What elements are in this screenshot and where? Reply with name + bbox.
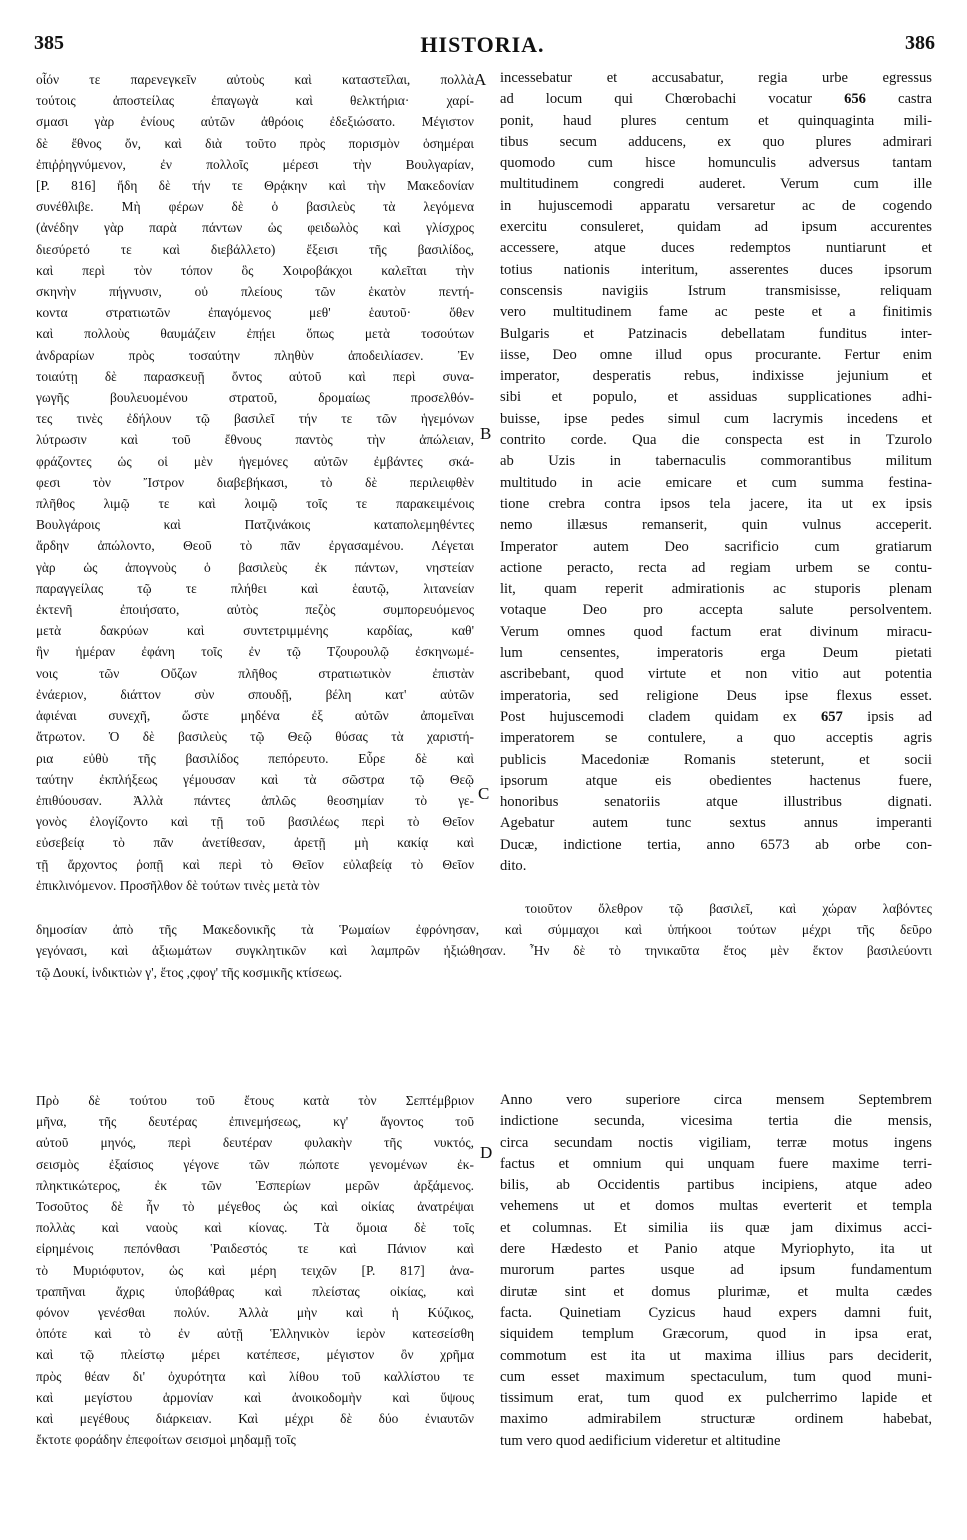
text-line: σκηνὴν πήγνυσιν, οὐ πλείους τῶν ἑκατὸν πεντή- [36, 284, 474, 300]
text-line: ascribebant, quod virtute et non vitio aut potentia [500, 666, 932, 683]
text-line: γεγόνασι, καὶ ἀξιωμάτων συγκλητικῶν καὶ λαμπρῶν ἠξιώθησαν. Ἦν δὲ τὸ τηνικαῦτα ἔτος μὲν ἕκτον βασιλεύοντι [36, 943, 932, 959]
text-line: ἐπικλινόμενον. Προσῆλθον δὲ τούτων τινὲς μετὰ τὸν [36, 877, 320, 893]
text-line: μῆνα, τῆς δευτέρας ἐπινεμήσεως, κγ' ἄγοντος τοῦ [36, 1114, 474, 1130]
text-line: ὁπότε καὶ τὸ ἐν αὐτῇ Ἑλληνικὸν ἱερὸν κατεσείσθη [36, 1326, 474, 1342]
section-marker-c: C [478, 784, 490, 803]
text-line: imperatorem se contulere, a quo acceptis agris [500, 730, 932, 747]
text-line: imperator, desperatis rebus, indixisse jejunium et [500, 368, 932, 385]
text-line: νοις τῶν Οὔζων πλῆθος στρατιωτικὸν ἐπιστὰν [36, 665, 474, 681]
text-line: διεσύρετό τε καὶ διεβάλλετο) ἔξεισι τῆς βασιλίδος, [36, 241, 474, 257]
text-line: τοιοῦτον ὄλεθρον τῷ βασιλεῖ, καὶ χώραν λαβόντες [525, 901, 932, 916]
text-line: tibus secum adducens, ex quo plures admirari [500, 133, 932, 150]
text-line: murorum partes usque ad ipsum fundamentum [500, 1262, 932, 1279]
page-header [30, 6, 935, 57]
greek-column-top [36, 69, 474, 896]
text-line: et columnas. Et similia iis quæ jam diximus acci- [500, 1219, 932, 1236]
text-line: μετὰ δακρύων καὶ συντετριμμένης καρδίας, καθ' [36, 623, 474, 639]
text-line: συνέθλιβε. Μὴ φέρων δὲ ὁ βασιλεὺς τὰ λεγόμενα [36, 199, 474, 215]
text-line: bilis, ab Occidentis partibus incipiens, atque adeo [500, 1177, 932, 1194]
text-line: Πρὸ δὲ τούτου τοῦ ἔτους κατὰ τὸν Σεπτέμβριον [36, 1093, 474, 1108]
text-line: σεισμὸς ἐξαίσιος γέγονε τῶν πώποτε γενομένων ἐκ- [36, 1156, 474, 1172]
text-line: multitudinem congredi auderet. Verum cum ille [500, 176, 932, 193]
text-line: Post hujuscemodi cladem quidam ex 657 ipsis ad [500, 708, 932, 725]
text-line: Bulgaris et Patzinacis debellatam funditus inter- [500, 325, 932, 342]
text-line: ἄτρωτον. Ὁ δὲ βασιλεὺς τῷ Θεῷ θύσας τὰ χαριστή- [36, 729, 474, 745]
text-line: ad locum qui Chœrobachi vocatur 656 castra [500, 91, 932, 108]
text-line: καὶ περὶ τὸν τόπον ὃς Χοιροβάκχοι καλεῖται τὴν [36, 262, 474, 278]
text-line: ab Uzis in tabernaculis commorantibus militum [500, 453, 932, 470]
text-line: exercitu consuleret, quidam ad ipsum accurentes [500, 219, 932, 236]
text-line: ἀφιέναι συνεχῆ, ὥστε μηδένα ἐξ αὐτῶν ἀπομεῖναι [36, 708, 474, 724]
text-line: incessebatur et accusabatur, regia urbe egressus [500, 70, 932, 86]
text-line: τούτοις ἀποστείλας ἐπαγωγὰ καὶ θελκτήρια· χαρί- [36, 93, 474, 109]
text-line: indictione secunda, vicesima tertia die mensis, [500, 1113, 932, 1130]
text-line: votaque Deo pro accepta salute persolventem. [500, 602, 932, 619]
text-line: commotum est ita ut maxima illius pars deciderit, [500, 1347, 932, 1364]
text-line: ἐκτενῆ ἐποιήσατο, αὐτὸς πεζὸς συμπορευόμενος [36, 602, 474, 618]
text-line: vero multitudinem fame ac peste et a finitimis [500, 304, 932, 321]
text-line: γωγῆς βουλευομένου στρατοῦ, δρομαίως προσελθόν- [36, 390, 474, 406]
text-line: nemo illæsus remanserit, quin vulnus acceperit. [500, 517, 932, 534]
text-line: circa secundam noctis vigiliam, terræ motus ingens [500, 1134, 932, 1151]
text-line: factus et omnium qui unquam fuere maxime terri- [500, 1155, 932, 1172]
text-line: Anno vero superiore circa mensem Septembrem [500, 1092, 932, 1108]
text-line: tum vero quod aedificium videretur et altitudine [500, 1432, 781, 1449]
text-line: iisse, Deo omne illud opus procurante. Fertur enim [500, 346, 932, 363]
text-line: ρια εὐθὺ τῆς βασιλίδος πεπόρευτο. Εὗρε δὲ καὶ [36, 750, 474, 766]
text-line: contrito corde. Qua die conspecta est in Tzurolo [500, 432, 932, 449]
text-line: τοιαύτῃ δὲ παρασκευῇ ὄντος αὐτοῦ καὶ περὶ συνα- [36, 368, 474, 384]
latin-column-top [500, 68, 932, 877]
text-line: publicis Macedoniæ Romanis steterunt, et socii [500, 751, 932, 768]
running-title: HISTORIA. [420, 32, 545, 57]
text-line: tissimum erat, tum quod ex pulcherrimo lapide et [500, 1390, 932, 1407]
text-line: vehemens ut et domos multas everterit et templa [500, 1198, 932, 1215]
section-marker-b: B [480, 424, 492, 443]
text-line: buisse, ipse pedes simul cum lacrymis incedens et [500, 410, 932, 427]
text-line: Verum omnes quod factum erat divinum miracu- [500, 623, 932, 640]
column-number: 656 [844, 91, 866, 108]
text-line: Τοσοῦτος δὲ ἦν τὸ μέγεθος ὡς καὶ οἰκίας ἀνατρέψαι [36, 1199, 474, 1215]
text-line: facta. Quinetiam Cyzicus haud expers damni fuit, [500, 1304, 932, 1321]
text-line: πληκτικώτερος, ἐκ τῶν Ἑσπερίων μερῶν ἀρξάμενος. [36, 1177, 474, 1193]
text-line: τῇ ἄρχοντος ῥοπῇ καὶ περὶ τὸ Θεῖον εὐλαβείᾳ τὸ Θεῖον [36, 856, 474, 872]
text-line: λύτρωσιν καὶ τοῦ ἔθνους παντὸς τὴν ἀπώλειαν, [36, 432, 474, 448]
text-line: φεσι τὸν Ἴστρον διαβεβήκασι, τὸ δὲ περιλειφθὲν [36, 474, 474, 490]
text-line: ponit, haud plures centum et quinquaginta mili- [500, 112, 932, 129]
page-number-right: 386 [905, 32, 935, 54]
column-number: 657 [820, 708, 843, 725]
text-line: conscensis navigiis Istrum transmisisse, reliquam [500, 282, 932, 299]
text-line: τραπῆναι ἄχρις ὑποβάθρας καὶ πλείστας οἰκίας, καὶ [36, 1283, 474, 1299]
text-line: honoribus senatoriis atque illustribus dignati. [500, 794, 932, 811]
text-line: φόνον γενέσθαι πολύν. Ἀλλὰ μὴν καὶ ἡ Κύζικος, [36, 1305, 474, 1321]
text-line: lit, quam reperit admirationis ac stuporis plenam [500, 581, 932, 598]
text-line: sibi et populo, et assiduas supplicationes adhi- [500, 389, 932, 406]
latin-column-bottom [500, 1090, 932, 1452]
text-line: quomodo cum hisce homunculis adversus tantam [500, 155, 932, 172]
text-line: σμασι γὰρ ἐνίους αὐτῶν ἀθρόοις ἐδεξιώσατο. Μέγιστον [36, 114, 474, 130]
text-line: καὶ μεγέθους διάρκειαν. Καὶ μέχρι δὲ δύο ἐνιαυτῶν [36, 1411, 474, 1427]
text-line: καὶ μεγίστου ἁρμονίαν καὶ ἀνοικοδομὴν καὶ ὕψους [36, 1389, 474, 1405]
text-line: lum censentes, imperatoris erga Deum pietati [500, 645, 932, 662]
text-line: καὶ πολλοὺς θαυμάζειν ἐπῄει ὅπως μετὰ τοσούτων [36, 326, 474, 342]
text-line: οἷόν τε παρενεγκεῖν αὐτοὺς καὶ καταστεῖλαι, πολλὰ [36, 72, 474, 87]
text-line: τες τινὲς ἐδήλουν τῷ βασιλεῖ τήν τε τῶν ἡγεμόνων [36, 411, 474, 427]
text-line: tione crebra contra ipsos tela jacere, ita ut ex ipsis [500, 495, 932, 512]
text-line: siquidem templum Græcorum, quod in ipsa erat, [500, 1326, 932, 1343]
text-line: εὐσεβείᾳ τὸ πᾶν ἀνετίθεσαν, ἀρετῇ μὴ κακίᾳ καὶ [36, 835, 474, 851]
text-line: πρὸς θέαν δι' ὀχυρότητα καὶ λίθου τοῦ καλλίστου τε [36, 1368, 474, 1384]
text-line: τὸ Μυριόφυτον, ὡς καὶ μέρη τειχῶν [P. 817] ἀνα- [36, 1262, 474, 1278]
text-line: πολλὰς καὶ ναοὺς καὶ κίονας. Τὰ ὅμοια δὲ τοῖς [36, 1220, 474, 1236]
text-line: ἣν ἡμέραν ἐφάνη τοῖς ἐν τῷ Τζουρουλῷ ἐσκηνωμέ- [36, 644, 474, 660]
text-line: dito. [500, 857, 527, 874]
text-line: ἐπιθύουσαν. Ἀλλὰ πάντες ἁπλῶς θεοσημίαν τὸ γε- [36, 792, 474, 808]
text-line: αὐτοῦ μηνός, περὶ δευτέραν φυλακὴν τῆς νυκτός, [36, 1135, 474, 1151]
text-line: γὰρ ὡς ἀπογνοὺς ὁ βασιλεὺς ἐκ πάντων, νηστείαν [36, 559, 474, 575]
text-line: ipsorum atque eis obedientes hactenus fuere, [500, 772, 932, 789]
section-marker-a: A [474, 70, 487, 89]
text-line: Ducæ, indictione tertia, anno 6573 ab orbe con- [500, 836, 932, 853]
text-line: maximo admirabilem structuræ ordinem habebat, [500, 1411, 932, 1428]
text-line: imperatoria, sed religione Deus ipse flexus esset. [500, 687, 932, 704]
text-line: εἰρημένοις πεπόνθασι Ῥαιδεστός τε καὶ Πάνιον καὶ [36, 1241, 474, 1257]
text-line: multitudo in acie emicare et cum summa festina- [500, 474, 932, 491]
text-line: totius nationis interitum, asserentes duces ipsorum [500, 261, 932, 278]
text-line: ἐνάεριον, διάττον σὺν σπουδῇ, βέλη κατ' αὐτῶν [36, 686, 474, 702]
text-line: παραγγείλας τῷ τε πλήθει καὶ ἑαυτῷ, λιτανείαν [36, 580, 474, 596]
text-line: ἀνδραρίων πρὸς τοσαύτην πληθὺν ἀποδειλίασεν. Ἐν [36, 347, 474, 363]
page-number-left: 385 [34, 32, 64, 54]
text-line: καὶ τῷ πλείστῳ μέρει κατέπεσε, μέγιστον ὂν χρῆμα [36, 1347, 474, 1363]
text-line: dere Hædesto et Panio atque Myriophyto, ita ut [500, 1241, 932, 1258]
text-line: (ἀνέδην γὰρ παρὰ πάντων ὡς φειδωλὸς καὶ γλίσχρος [36, 220, 474, 236]
greek-wide-continuation [36, 898, 932, 983]
text-line: πλῆθος λιμῷ τε καὶ λοιμῷ τοῖς τε παρακειμένοις [36, 496, 474, 512]
text-line: cum esset maximum spectaculum, tum quod muni- [500, 1368, 932, 1385]
text-line: γονὸς ἐλογίζοντο καὶ τῇ τοῦ βασιλέως περὶ τὸ Θεῖον [36, 814, 474, 830]
text-line: τῷ Δουκί, ἰνδικτιὼν γ', ἔτος ,ςφογ' τῆς κοσμικῆς κτίσεως. [36, 964, 343, 980]
text-line: [P. 816] ἤδη δὲ τήν τε Θρᾴκην καὶ τὴν Μακεδονίαν [36, 178, 474, 194]
text-line: dirutæ sint et domus plurimæ, et multa cædes [500, 1283, 932, 1300]
text-line: actione peracto, recta ad regiam urbem se contu- [500, 559, 932, 576]
section-marker-d: D [480, 1143, 493, 1162]
text-line: ταύτην ἐκπλήξεως γέμουσαν καὶ τὰ σῶστρα τῷ Θεῷ [36, 771, 474, 787]
text-line: ἐπιῤῥηγνύμενον, ἐν πολλοῖς μέρεσι τὴν Βουλγαρίαν, [36, 156, 474, 172]
text-line: Imperator autem Deo sacrificio cum gratiarum [500, 538, 932, 555]
greek-column-bottom [36, 1090, 474, 1450]
text-line: accessere, atque duces redemptos nuntiarunt et [500, 240, 932, 257]
text-line: φράζοντες ὡς οἱ μὲν ἡγεμόνες αὐτῶν ἐμβάντες σκά- [36, 453, 474, 469]
text-line: δημοσίαν ἀπὸ τῆς Μακεδονικῆς τὰ Ῥωμαίων ἐφρόνησαν, καὶ σύμμαχοι καὶ ὑπήκοοι τούτων μέχρι τῆς δεῦρο [36, 922, 932, 938]
text-line: Βουλγάροις καὶ Πατζινάκοις καταπολεμηθέντες [36, 517, 474, 533]
text-line: Agebatur autem tunc sextus annus imperanti [500, 815, 932, 832]
text-line: δὲ ἔθνος ὄν, καὶ διὰ τοῦτο πρὸς πορισμὸν ὁσημέραι [36, 135, 474, 151]
text-line: in hujuscemodi apparatu versaretur ac de cogendo [500, 197, 932, 214]
text-line: ἄρδην ἀπώλοντο, Θεοῦ τὸ πᾶν ἐργασαμένου. Λέγεται [36, 538, 474, 554]
text-line: κοντα στρατιωτῶν ἐπαγόμενος μεθ' ἑαυτοῦ· ὅθεν [36, 305, 474, 321]
text-line: ἔκτοτε φοράδην ἐπεφοίτων σεισμοὶ μηδαμῇ τοῖς [36, 1432, 296, 1448]
